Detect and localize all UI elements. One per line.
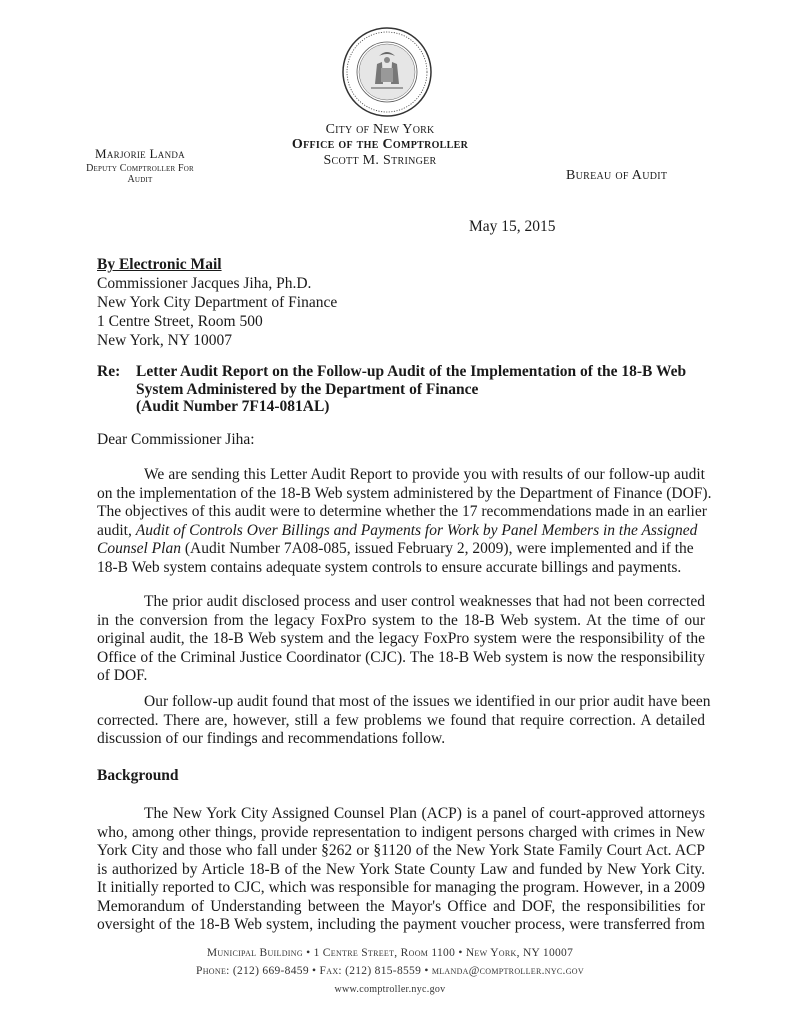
paragraph-line: discussion of our findings and recommendations follow. — [97, 730, 446, 747]
office-name: Office of the Comptroller — [291, 137, 469, 152]
paragraph-line: Office of the Criminal Justice Coordinator (CJC). The 18-B Web system is now the responsibility — [97, 648, 705, 666]
paragraph-1 — [97, 466, 712, 577]
paragraph-line: in the conversion from the legacy FoxPro system to the 18-B Web system. At the time of our — [97, 611, 705, 629]
paragraph-3 — [97, 693, 711, 749]
paragraph-line: on the implementation of the 18-B Web system administered by the Department of Finance (DOF). — [97, 484, 712, 502]
re-line: System Administered by the Department of Finance — [136, 380, 479, 398]
salutation: Dear Commissioner Jiha: — [97, 431, 255, 448]
paragraph-text: (Audit Number 7A08-085, issued February 2, 2009), were implemented and if the — [184, 540, 694, 557]
nyc-seal-icon — [341, 26, 433, 118]
re-label: Re: — [97, 363, 121, 380]
paragraph-line: The objectives of this audit were to determine whether the 17 recommendations made in an earlier — [97, 503, 707, 520]
footer-website: www.comptroller.nyc.gov — [334, 984, 446, 995]
re-subject — [136, 363, 711, 416]
paragraph-line: Our follow-up audit found that most of the issues we identified in our prior audit have been — [144, 693, 711, 710]
deputy-name: Marjorie Landa — [95, 146, 185, 161]
address-line: New York City Department of Finance — [97, 294, 338, 311]
background-heading: Background — [97, 767, 179, 784]
paragraph-line — [97, 540, 705, 559]
paragraph-line — [97, 522, 705, 541]
paragraph-line: The New York City Assigned Counsel Plan (ACP) is a panel of court-approved attorneys — [144, 805, 705, 822]
paragraph-line: We are sending this Letter Audit Report to provide you with results of our follow-up audit — [144, 466, 705, 483]
paragraph-line: of DOF. — [97, 667, 148, 684]
paragraph-line: York City and those who fall under §262 or §1120 of the New York State Family Court Act. ACP — [97, 842, 705, 859]
paragraph-line: who, among other things, provide representation to indigent persons charged with crimes in New — [97, 823, 705, 841]
deputy-title-line2: Audit — [127, 174, 153, 185]
re-line: Letter Audit Report on the Follow-up Audit of the Implementation of the 18-B Web — [136, 363, 687, 380]
audit-title: Audit of Controls Over Billings and Payments for Work by Panel Members in the Assigned — [135, 521, 698, 539]
paragraph-4 — [97, 805, 705, 935]
audit-title: Counsel Plan — [97, 540, 181, 557]
paragraph-line: original audit, the 18-B Web system and the legacy FoxPro system were the responsibility of the — [97, 630, 705, 647]
paragraph-line: 18-B Web system contains adequate system controls to ensure accurate billings and payments. — [97, 558, 682, 576]
paragraph-2 — [97, 593, 705, 686]
footer-address: Municipal Building • 1 Centre Street, Room 1100 • New York, NY 10007 — [206, 947, 574, 959]
address-line: Commissioner Jacques Jiha, Ph.D. — [97, 275, 312, 292]
letter-date: May 15, 2015 — [469, 218, 556, 235]
footer-contact: Phone: (212) 669-8459 • Fax: (212) 815-8559 • mlanda@comptroller.nyc.gov — [196, 965, 584, 977]
paragraph-line: is authorized by Article 18-B of the New York State County Law and funded by New York City. — [97, 860, 705, 878]
deputy-title-line1: Deputy Comptroller For — [86, 163, 194, 174]
city-name: City of New York — [325, 122, 435, 137]
address-line: New York, NY 10007 — [97, 332, 233, 349]
delivery-method: By Electronic Mail — [97, 256, 222, 273]
paragraph-line: The prior audit disclosed process and user control weaknesses that had not been corrected — [144, 593, 705, 610]
paragraph-line: Memorandum of Understanding between the Mayor's Office and DOF, the responsibilities for — [97, 897, 705, 915]
bureau-name: Bureau of Audit — [566, 168, 668, 183]
re-line: (Audit Number 7F14-081AL) — [136, 398, 330, 415]
address-line: 1 Centre Street, Room 500 — [97, 313, 263, 330]
paragraph-line: It initially reported to CJC, which was responsible for managing the program. However, in a 2009 — [97, 879, 705, 896]
paragraph-text: audit, — [97, 521, 132, 539]
comptroller-name: Scott M. Stringer — [323, 153, 437, 168]
paragraph-line: corrected. There are, however, still a few problems we found that require correction. A detailed — [97, 711, 705, 729]
paragraph-line: oversight of the 18-B Web system, including the payment voucher process, were transferred from — [97, 916, 705, 933]
